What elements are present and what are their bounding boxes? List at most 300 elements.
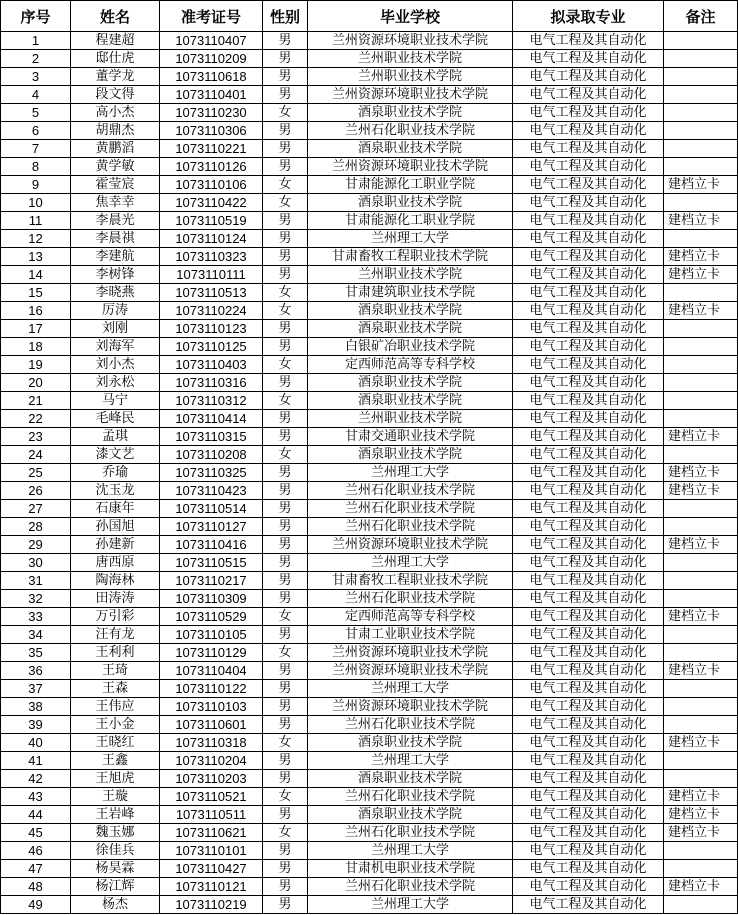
cell-school: 兰州石化职业技术学院 [308, 788, 513, 806]
table-row [1, 68, 738, 86]
cell-gender: 女 [263, 104, 308, 122]
cell-major: 电气工程及其自动化 [513, 518, 664, 536]
cell-school: 酒泉职业技术学院 [308, 806, 513, 824]
cell-remark [664, 356, 738, 374]
cell-exam-id: 1073110209 [160, 50, 263, 68]
table-row [1, 140, 738, 158]
cell-remark [664, 392, 738, 410]
table-row [1, 572, 738, 590]
cell-major: 电气工程及其自动化 [513, 446, 664, 464]
cell-major: 电气工程及其自动化 [513, 536, 664, 554]
table-row [1, 878, 738, 896]
table-row [1, 896, 738, 914]
cell-school: 酒泉职业技术学院 [308, 446, 513, 464]
table-row [1, 356, 738, 374]
cell-remark [664, 338, 738, 356]
cell-name: 李晓燕 [71, 284, 160, 302]
cell-school: 兰州理工大学 [308, 230, 513, 248]
cell-name: 沈玉龙 [71, 482, 160, 500]
cell-remark [664, 230, 738, 248]
cell-major: 电气工程及其自动化 [513, 32, 664, 50]
cell-seq: 40 [1, 734, 71, 752]
cell-major: 电气工程及其自动化 [513, 878, 664, 896]
cell-school: 甘肃交通职业技术学院 [308, 428, 513, 446]
cell-seq: 30 [1, 554, 71, 572]
cell-seq: 46 [1, 842, 71, 860]
cell-seq: 39 [1, 716, 71, 734]
table-row [1, 608, 738, 626]
cell-gender: 男 [263, 68, 308, 86]
cell-gender: 男 [263, 554, 308, 572]
cell-exam-id: 1073110121 [160, 878, 263, 896]
header-row [1, 1, 738, 32]
cell-exam-id: 1073110513 [160, 284, 263, 302]
cell-gender: 男 [263, 806, 308, 824]
cell-remark: 建档立卡 [664, 788, 738, 806]
cell-remark: 建档立卡 [664, 662, 738, 680]
cell-major: 电气工程及其自动化 [513, 554, 664, 572]
cell-name: 汪有龙 [71, 626, 160, 644]
cell-school: 兰州资源环境职业技术学院 [308, 86, 513, 104]
cell-major: 电气工程及其自动化 [513, 122, 664, 140]
cell-major: 电气工程及其自动化 [513, 734, 664, 752]
cell-gender: 男 [263, 842, 308, 860]
cell-gender: 男 [263, 590, 308, 608]
cell-name: 焦幸幸 [71, 194, 160, 212]
cell-exam-id: 1073110404 [160, 662, 263, 680]
cell-name: 李晨光 [71, 212, 160, 230]
cell-seq: 41 [1, 752, 71, 770]
cell-name: 霍莹宸 [71, 176, 160, 194]
cell-gender: 女 [263, 356, 308, 374]
cell-exam-id: 1073110126 [160, 158, 263, 176]
cell-gender: 男 [263, 428, 308, 446]
cell-seq: 9 [1, 176, 71, 194]
cell-major: 电气工程及其自动化 [513, 104, 664, 122]
cell-school: 甘肃能源化工职业学院 [308, 176, 513, 194]
cell-school: 兰州理工大学 [308, 752, 513, 770]
cell-exam-id: 1073110129 [160, 644, 263, 662]
cell-remark [664, 86, 738, 104]
cell-remark [664, 122, 738, 140]
cell-name: 刘海军 [71, 338, 160, 356]
cell-seq: 12 [1, 230, 71, 248]
cell-remark: 建档立卡 [664, 176, 738, 194]
header-school: 毕业学校 [308, 1, 513, 32]
cell-remark [664, 104, 738, 122]
cell-school: 酒泉职业技术学院 [308, 302, 513, 320]
cell-remark [664, 50, 738, 68]
cell-school: 甘肃能源化工职业学院 [308, 212, 513, 230]
cell-exam-id: 1073110416 [160, 536, 263, 554]
cell-remark: 建档立卡 [664, 302, 738, 320]
cell-gender: 男 [263, 572, 308, 590]
cell-remark [664, 518, 738, 536]
cell-seq: 42 [1, 770, 71, 788]
cell-remark [664, 572, 738, 590]
cell-school: 兰州石化职业技术学院 [308, 122, 513, 140]
cell-name: 唐西原 [71, 554, 160, 572]
table-row [1, 770, 738, 788]
cell-remark [664, 554, 738, 572]
cell-major: 电气工程及其自动化 [513, 716, 664, 734]
cell-exam-id: 1073110106 [160, 176, 263, 194]
cell-name: 田涛涛 [71, 590, 160, 608]
table-row [1, 374, 738, 392]
cell-major: 电气工程及其自动化 [513, 626, 664, 644]
table-row [1, 32, 738, 50]
cell-gender: 女 [263, 788, 308, 806]
cell-name: 乔瑜 [71, 464, 160, 482]
cell-exam-id: 1073110127 [160, 518, 263, 536]
cell-school: 兰州资源环境职业技术学院 [308, 662, 513, 680]
cell-gender: 男 [263, 338, 308, 356]
cell-school: 兰州石化职业技术学院 [308, 482, 513, 500]
cell-major: 电气工程及其自动化 [513, 482, 664, 500]
cell-school: 定西师范高等专科学校 [308, 608, 513, 626]
cell-exam-id: 1073110318 [160, 734, 263, 752]
cell-seq: 29 [1, 536, 71, 554]
cell-name: 李晨祺 [71, 230, 160, 248]
header-major: 拟录取专业 [513, 1, 664, 32]
cell-school: 兰州资源环境职业技术学院 [308, 644, 513, 662]
header-remark: 备注 [664, 1, 738, 32]
cell-major: 电气工程及其自动化 [513, 248, 664, 266]
table-row [1, 824, 738, 842]
cell-exam-id: 1073110103 [160, 698, 263, 716]
cell-seq: 45 [1, 824, 71, 842]
cell-school: 甘肃工业职业技术学院 [308, 626, 513, 644]
cell-gender: 女 [263, 734, 308, 752]
cell-school: 酒泉职业技术学院 [308, 374, 513, 392]
cell-exam-id: 1073110423 [160, 482, 263, 500]
cell-major: 电气工程及其自动化 [513, 608, 664, 626]
cell-remark: 建档立卡 [664, 482, 738, 500]
cell-remark: 建档立卡 [664, 266, 738, 284]
cell-major: 电气工程及其自动化 [513, 266, 664, 284]
cell-exam-id: 1073110208 [160, 446, 263, 464]
cell-major: 电气工程及其自动化 [513, 788, 664, 806]
cell-exam-id: 1073110519 [160, 212, 263, 230]
cell-major: 电气工程及其自动化 [513, 464, 664, 482]
cell-remark [664, 644, 738, 662]
cell-seq: 1 [1, 32, 71, 50]
cell-school: 酒泉职业技术学院 [308, 194, 513, 212]
cell-school: 兰州资源环境职业技术学院 [308, 32, 513, 50]
cell-seq: 28 [1, 518, 71, 536]
cell-name: 王晓红 [71, 734, 160, 752]
cell-remark [664, 626, 738, 644]
cell-name: 孟琪 [71, 428, 160, 446]
cell-exam-id: 1073110101 [160, 842, 263, 860]
cell-remark [664, 752, 738, 770]
cell-seq: 10 [1, 194, 71, 212]
cell-major: 电气工程及其自动化 [513, 68, 664, 86]
cell-school: 兰州职业技术学院 [308, 50, 513, 68]
cell-name: 漆文艺 [71, 446, 160, 464]
cell-gender: 男 [263, 464, 308, 482]
table-row [1, 194, 738, 212]
cell-gender: 男 [263, 878, 308, 896]
table-row [1, 464, 738, 482]
cell-remark: 建档立卡 [664, 248, 738, 266]
cell-seq: 24 [1, 446, 71, 464]
cell-major: 电气工程及其自动化 [513, 662, 664, 680]
table-row [1, 338, 738, 356]
table-row [1, 86, 738, 104]
cell-gender: 女 [263, 284, 308, 302]
cell-seq: 3 [1, 68, 71, 86]
cell-seq: 2 [1, 50, 71, 68]
cell-seq: 20 [1, 374, 71, 392]
table-row [1, 518, 738, 536]
cell-school: 甘肃畜牧工程职业技术学院 [308, 248, 513, 266]
cell-seq: 4 [1, 86, 71, 104]
cell-major: 电气工程及其自动化 [513, 824, 664, 842]
cell-exam-id: 1073110122 [160, 680, 263, 698]
cell-exam-id: 1073110124 [160, 230, 263, 248]
cell-school: 酒泉职业技术学院 [308, 734, 513, 752]
cell-gender: 女 [263, 608, 308, 626]
cell-name: 马宁 [71, 392, 160, 410]
cell-school: 兰州职业技术学院 [308, 68, 513, 86]
cell-seq: 31 [1, 572, 71, 590]
cell-major: 电气工程及其自动化 [513, 428, 664, 446]
cell-name: 李树锋 [71, 266, 160, 284]
cell-major: 电气工程及其自动化 [513, 590, 664, 608]
cell-major: 电气工程及其自动化 [513, 194, 664, 212]
cell-seq: 47 [1, 860, 71, 878]
cell-remark: 建档立卡 [664, 734, 738, 752]
cell-school: 兰州石化职业技术学院 [308, 590, 513, 608]
cell-gender: 男 [263, 50, 308, 68]
cell-seq: 8 [1, 158, 71, 176]
table-row [1, 752, 738, 770]
cell-exam-id: 1073110204 [160, 752, 263, 770]
cell-major: 电气工程及其自动化 [513, 842, 664, 860]
table-row [1, 104, 738, 122]
cell-seq: 32 [1, 590, 71, 608]
cell-exam-id: 1073110312 [160, 392, 263, 410]
cell-name: 段文得 [71, 86, 160, 104]
table-row [1, 482, 738, 500]
cell-exam-id: 1073110414 [160, 410, 263, 428]
cell-remark [664, 680, 738, 698]
cell-exam-id: 1073110306 [160, 122, 263, 140]
cell-gender: 男 [263, 680, 308, 698]
cell-remark [664, 842, 738, 860]
cell-remark [664, 860, 738, 878]
cell-major: 电气工程及其自动化 [513, 374, 664, 392]
table-row [1, 230, 738, 248]
cell-name: 邸仕虎 [71, 50, 160, 68]
cell-major: 电气工程及其自动化 [513, 140, 664, 158]
cell-major: 电气工程及其自动化 [513, 302, 664, 320]
cell-seq: 22 [1, 410, 71, 428]
table-row [1, 446, 738, 464]
cell-gender: 男 [263, 320, 308, 338]
table-row [1, 554, 738, 572]
table-row [1, 590, 738, 608]
cell-gender: 男 [263, 32, 308, 50]
cell-seq: 14 [1, 266, 71, 284]
cell-school: 兰州理工大学 [308, 464, 513, 482]
cell-exam-id: 1073110325 [160, 464, 263, 482]
cell-remark: 建档立卡 [664, 608, 738, 626]
cell-remark [664, 896, 738, 914]
cell-gender: 男 [263, 230, 308, 248]
cell-major: 电气工程及其自动化 [513, 500, 664, 518]
cell-remark: 建档立卡 [664, 878, 738, 896]
cell-name: 王森 [71, 680, 160, 698]
cell-school: 酒泉职业技术学院 [308, 104, 513, 122]
cell-gender: 男 [263, 698, 308, 716]
cell-gender: 男 [263, 518, 308, 536]
cell-seq: 25 [1, 464, 71, 482]
header-name: 姓名 [71, 1, 160, 32]
cell-major: 电气工程及其自动化 [513, 698, 664, 716]
cell-name: 刘小杰 [71, 356, 160, 374]
cell-exam-id: 1073110125 [160, 338, 263, 356]
cell-remark [664, 194, 738, 212]
cell-major: 电气工程及其自动化 [513, 230, 664, 248]
cell-gender: 男 [263, 482, 308, 500]
cell-name: 孙国旭 [71, 518, 160, 536]
cell-name: 王琦 [71, 662, 160, 680]
cell-gender: 男 [263, 626, 308, 644]
cell-school: 兰州石化职业技术学院 [308, 500, 513, 518]
header-seq: 序号 [1, 1, 71, 32]
cell-seq: 34 [1, 626, 71, 644]
cell-school: 酒泉职业技术学院 [308, 770, 513, 788]
table-row [1, 248, 738, 266]
cell-name: 孙建新 [71, 536, 160, 554]
cell-remark [664, 590, 738, 608]
cell-school: 定西师范高等专科学校 [308, 356, 513, 374]
cell-remark: 建档立卡 [664, 464, 738, 482]
cell-major: 电气工程及其自动化 [513, 158, 664, 176]
cell-gender: 男 [263, 536, 308, 554]
cell-seq: 19 [1, 356, 71, 374]
cell-major: 电气工程及其自动化 [513, 644, 664, 662]
cell-school: 酒泉职业技术学院 [308, 140, 513, 158]
table-row [1, 428, 738, 446]
cell-school: 白银矿冶职业技术学院 [308, 338, 513, 356]
cell-exam-id: 1073110203 [160, 770, 263, 788]
cell-exam-id: 1073110105 [160, 626, 263, 644]
cell-gender: 男 [263, 500, 308, 518]
cell-remark [664, 284, 738, 302]
cell-major: 电气工程及其自动化 [513, 392, 664, 410]
cell-gender: 女 [263, 392, 308, 410]
table-row [1, 266, 738, 284]
cell-seq: 17 [1, 320, 71, 338]
cell-major: 电气工程及其自动化 [513, 176, 664, 194]
cell-gender: 男 [263, 752, 308, 770]
cell-exam-id: 1073110529 [160, 608, 263, 626]
cell-school: 兰州职业技术学院 [308, 410, 513, 428]
cell-exam-id: 1073110123 [160, 320, 263, 338]
cell-major: 电气工程及其自动化 [513, 410, 664, 428]
cell-school: 兰州理工大学 [308, 554, 513, 572]
table-row [1, 716, 738, 734]
cell-gender: 男 [263, 896, 308, 914]
cell-exam-id: 1073110230 [160, 104, 263, 122]
cell-remark [664, 158, 738, 176]
cell-seq: 44 [1, 806, 71, 824]
cell-gender: 男 [263, 374, 308, 392]
cell-gender: 男 [263, 248, 308, 266]
cell-seq: 16 [1, 302, 71, 320]
cell-major: 电气工程及其自动化 [513, 572, 664, 590]
table-row [1, 50, 738, 68]
table-row [1, 680, 738, 698]
cell-school: 兰州石化职业技术学院 [308, 878, 513, 896]
cell-name: 杨杰 [71, 896, 160, 914]
cell-name: 王伟应 [71, 698, 160, 716]
cell-gender: 男 [263, 266, 308, 284]
table-row [1, 644, 738, 662]
cell-remark: 建档立卡 [664, 212, 738, 230]
cell-exam-id: 1073110315 [160, 428, 263, 446]
cell-seq: 37 [1, 680, 71, 698]
cell-gender: 女 [263, 644, 308, 662]
cell-gender: 男 [263, 122, 308, 140]
cell-seq: 15 [1, 284, 71, 302]
cell-remark [664, 32, 738, 50]
table-row [1, 302, 738, 320]
table-row [1, 734, 738, 752]
cell-name: 杨昊霖 [71, 860, 160, 878]
cell-seq: 33 [1, 608, 71, 626]
table-row [1, 842, 738, 860]
cell-seq: 36 [1, 662, 71, 680]
cell-name: 刘永松 [71, 374, 160, 392]
cell-remark: 建档立卡 [664, 824, 738, 842]
cell-name: 陶海林 [71, 572, 160, 590]
cell-gender: 女 [263, 302, 308, 320]
cell-exam-id: 1073110219 [160, 896, 263, 914]
cell-remark: 建档立卡 [664, 536, 738, 554]
cell-name: 黄鹏滔 [71, 140, 160, 158]
cell-gender: 男 [263, 86, 308, 104]
cell-seq: 23 [1, 428, 71, 446]
cell-remark [664, 374, 738, 392]
cell-major: 电气工程及其自动化 [513, 356, 664, 374]
table-row [1, 392, 738, 410]
cell-remark [664, 68, 738, 86]
cell-major: 电气工程及其自动化 [513, 752, 664, 770]
cell-name: 王旭虎 [71, 770, 160, 788]
cell-gender: 男 [263, 212, 308, 230]
cell-name: 董学龙 [71, 68, 160, 86]
cell-major: 电气工程及其自动化 [513, 320, 664, 338]
cell-school: 兰州石化职业技术学院 [308, 824, 513, 842]
cell-exam-id: 1073110618 [160, 68, 263, 86]
cell-seq: 38 [1, 698, 71, 716]
cell-remark: 建档立卡 [664, 428, 738, 446]
cell-seq: 7 [1, 140, 71, 158]
table-row [1, 284, 738, 302]
cell-exam-id: 1073110621 [160, 824, 263, 842]
cell-remark [664, 410, 738, 428]
cell-gender: 男 [263, 716, 308, 734]
table-row [1, 500, 738, 518]
table-row [1, 158, 738, 176]
cell-gender: 男 [263, 770, 308, 788]
cell-school: 兰州理工大学 [308, 896, 513, 914]
cell-school: 酒泉职业技术学院 [308, 392, 513, 410]
